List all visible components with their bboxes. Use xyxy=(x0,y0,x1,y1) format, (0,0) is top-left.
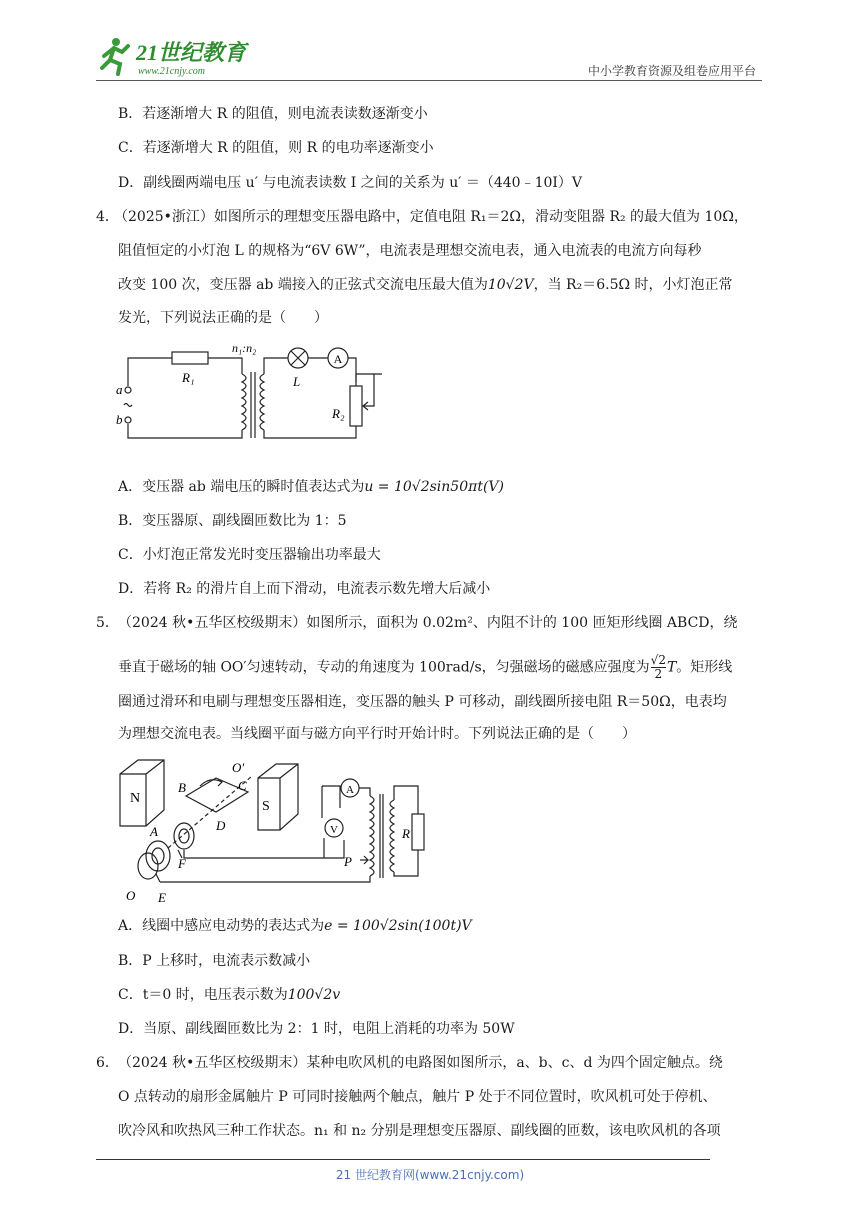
q5-line2-b: 。矩形线 xyxy=(676,659,733,676)
q4-line1: （2025•浙江）如图所示的理想变压器电路中，定值电阻 R₁＝2Ω，滑动变阻器 R₂ 的最大值为 10Ω， xyxy=(114,209,748,225)
ammeter-label: A xyxy=(333,352,343,366)
brush-e-label: E xyxy=(158,890,166,905)
q6-line3: 吹冷风和吹热风三种工作状态。n₁ 和 n₂ 分别是理想变压器原、副线圈的匝数，该电吹风机的各项 xyxy=(118,1123,721,1139)
q5-line1: （2024 秋•五华区校级期末）如图所示，面积为 0.02m²、内阻不计的 100 匝矩形线圈 ABCD，绕 xyxy=(118,615,738,631)
brush-f-label: F xyxy=(178,856,186,871)
coil-b-label: B xyxy=(178,780,186,795)
q5-line2 xyxy=(118,654,732,681)
q4-option-b: B．变压器原、副线圈匝数比为 1：5 xyxy=(118,513,347,529)
terminal-a xyxy=(125,387,131,393)
q4-circuit-diagram xyxy=(112,338,382,448)
axis-o-prime-label: O′ xyxy=(232,760,245,775)
terminal-a-label: a xyxy=(116,382,123,397)
r2-label: R₂ xyxy=(332,406,345,421)
q3-option-b: B．若逐渐增大 R 的阻值，则电流表读数逐渐变小 xyxy=(118,106,428,122)
magnet-s-label: S xyxy=(262,799,270,814)
q4-line3-a: 改变 100 次，变压器 ab 端接入的正弦式交流电压最大值为 xyxy=(118,277,488,293)
q3-option-d: D．副线圈两端电压 u′ 与电流表读数 I 之间的关系为 u′ ＝（440﹣10I）V xyxy=(118,175,583,191)
resistor-r2 xyxy=(350,386,362,426)
logo-subtext: www.21cnjy.com xyxy=(138,66,206,77)
footer-link[interactable]: 21 世纪教育网(www.21cnjy.com) xyxy=(335,1168,525,1182)
q5-resistor-r xyxy=(412,814,424,850)
footer-divider xyxy=(96,1159,710,1160)
q5-option-b: B．P 上移时，电流表示数减小 xyxy=(118,953,311,969)
turns-ratio-label: n₁:n₂ xyxy=(232,341,257,355)
resistor-r1 xyxy=(172,352,208,364)
q5-fraction-num: √2 xyxy=(650,653,666,667)
axis-o-label: O xyxy=(126,888,136,903)
q4-option-a-text: A．变压器 ab 端电压的瞬时值表达式为 xyxy=(118,479,365,495)
lamp-label: L xyxy=(293,374,301,389)
magnet-n-label: N xyxy=(130,791,141,806)
q5-option-a-text: A．线圈中感应电动势的表达式为 xyxy=(118,918,325,934)
q5-option-c-text: C．t＝0 时，电压表示数为 xyxy=(118,987,288,1003)
q5-option-d: D．当原、副线圈匝数比为 2：1 时，电阻上消耗的功率为 50W xyxy=(118,1021,515,1037)
q4-line3-b: ，当 R₂＝6.5Ω 时，小灯泡正常 xyxy=(533,277,733,293)
q6-line1: （2024 秋•五华区校级期末）某种电吹风机的电路图如图所示，a、b、c、d 为四个固定触点。绕 xyxy=(118,1055,723,1071)
terminal-b xyxy=(125,417,131,423)
q5-number: 5． xyxy=(96,615,119,631)
q5-option-c xyxy=(118,985,340,1005)
q3-option-c: C．若逐渐增大 R 的阻值，则 R 的电功率逐渐变小 xyxy=(118,140,434,156)
q5-ammeter-label: A xyxy=(346,784,354,796)
q5-option-a-math: e = 100√2sin(100t)V xyxy=(324,918,472,934)
terminal-b-label: b xyxy=(116,412,123,427)
q4-line3 xyxy=(118,275,733,295)
q6-number: 6． xyxy=(96,1055,119,1071)
q4-number: 4． xyxy=(96,209,119,225)
q5-line3: 圈通过滑环和电刷与理想变压器相连，变压器的触头 P 可移动，副线圈所接电阻 R＝50Ω，电表均 xyxy=(118,694,727,710)
q4-line4: 发光，下列说法正确的是（ ） xyxy=(118,310,328,326)
q4-option-d: D．若将 R₂ 的滑片自上而下滑动，电流表示数先增大后减小 xyxy=(118,581,491,597)
q5-voltmeter-label: V xyxy=(330,824,338,836)
q5-option-c-math: 100√2v xyxy=(287,987,341,1003)
q4-option-c: C．小灯泡正常发光时变压器输出功率最大 xyxy=(118,547,381,563)
coil-d-label: D xyxy=(216,818,226,833)
q5-fraction xyxy=(651,654,666,681)
r1-label: R₁ xyxy=(182,370,195,385)
runner-logo-icon xyxy=(96,34,266,78)
q5-fraction-den: 2 xyxy=(654,667,663,681)
q4-line2: 阻值恒定的小灯泡 L 的规格为“6V 6W”，电流表是理想交流电表，通入电流表的电流方向每秒 xyxy=(118,243,702,259)
site-logo xyxy=(96,34,266,78)
coil-c-label: C xyxy=(238,778,247,793)
q5-unit: T xyxy=(666,659,677,676)
q5-option-a xyxy=(118,916,472,936)
header-divider xyxy=(96,80,762,81)
coil-a-label: A xyxy=(150,824,158,839)
contact-p-label: P xyxy=(344,854,352,869)
q5-line4: 为理想交流电表。当线圈平面与磁方向平行时开始计时。下列说法正确的是（ ） xyxy=(118,726,636,742)
platform-name: 中小学教育资源及组卷应用平台 xyxy=(587,64,756,78)
q4-option-a xyxy=(118,477,504,497)
logo-text: 21世纪教育 xyxy=(136,40,247,65)
q5-line2-a: 垂直于磁场的轴 OO′匀速转动，专动的角速度为 100rad/s，匀强磁场的磁感应强度为 xyxy=(118,659,650,676)
resistor-r-label: R xyxy=(402,826,410,841)
q6-line2: O 点转动的扇形金属触片 P 可同时接触两个触点，触片 P 处于不同位置时，吹风机可处于停机、 xyxy=(118,1089,717,1105)
q4-voltage-math: 10√2V xyxy=(487,277,534,293)
q5-generator-diagram xyxy=(112,756,432,906)
q4-option-a-math: u = 10√2sin50πt(V) xyxy=(364,479,504,495)
